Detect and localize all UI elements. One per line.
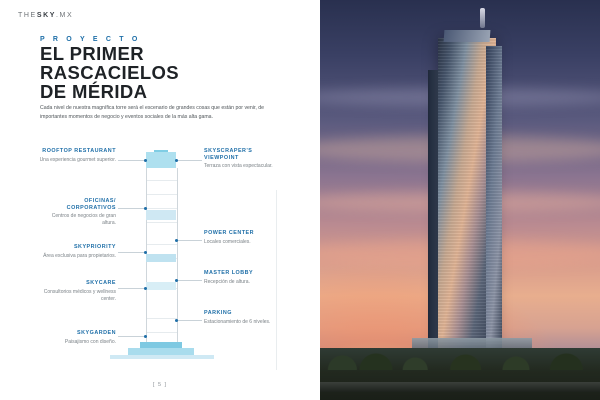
skyscraper-render [424, 30, 520, 360]
label-desc: Una experiencia gourmet superior. [39, 156, 116, 163]
label-title: ROOFTOP RESTAURANT [42, 148, 116, 154]
leader-line [176, 160, 202, 161]
diagram-label-oficinas-corporativos [38, 198, 116, 227]
label-title: OFICINAS/ CORPORATIVOS [66, 198, 116, 211]
tower-band-skycare [146, 282, 176, 290]
hero-photo [320, 0, 600, 400]
tower-roof [444, 30, 491, 42]
tower-right-fin [486, 46, 502, 356]
label-title: MASTER LOBBY [204, 270, 254, 276]
page-title-line-2: RASCACIELOS [40, 62, 180, 83]
label-desc: Consultorios médicos y wellness center. [43, 288, 116, 302]
leader-dot [144, 251, 147, 254]
label-title: SKYPRIORITY [73, 244, 116, 250]
diagram-label-skygarden [38, 330, 116, 346]
leader-dot [144, 287, 147, 290]
leader-line [176, 280, 202, 281]
label-title: SKYCARE [86, 280, 116, 286]
tower-crown [146, 152, 176, 169]
leader-dot [144, 207, 147, 210]
diagram-label-skyscrapers-viewpoint [204, 148, 284, 170]
leader-line [118, 288, 146, 289]
label-title: SKYSCRAPER'S VIEWPOINT [204, 148, 253, 161]
diagram-label-power-center [204, 230, 284, 246]
tower-ground [110, 355, 214, 359]
diagram-label-parking [204, 310, 284, 326]
label-desc: Estacionamiento de 6 niveles. [204, 318, 271, 325]
leader-line [176, 240, 202, 241]
label-desc: Terraza con vista espectacular. [204, 163, 273, 170]
leader-line [176, 320, 202, 321]
leader-dot [175, 239, 178, 242]
leader-dot [144, 159, 147, 162]
label-desc: Centros de negocios de gran altura. [51, 213, 116, 227]
page-title-line-1: EL PRIMER [40, 43, 144, 64]
label-title: SKYGARDEN [77, 330, 116, 336]
tree-line [320, 344, 600, 370]
label-desc: Locales comerciales. [204, 238, 251, 245]
leader-dot [175, 159, 178, 162]
diagram-label-master-lobby [204, 270, 284, 286]
diagram-label-rooftop-restaurant [38, 148, 116, 164]
page-title-line-3: DE MÉRIDA [40, 81, 148, 102]
leader-dot [144, 335, 147, 338]
tower-illustration [140, 150, 182, 362]
leader-line [118, 208, 146, 209]
leader-dot [175, 319, 178, 322]
diagram-label-skypriority [38, 244, 116, 260]
diagram-label-skycare [38, 280, 116, 303]
brand-logo [18, 12, 73, 19]
glass-texture [486, 46, 502, 356]
label-desc: Área exclusiva para propietarios. [43, 252, 116, 259]
label-title: POWER CENTER [204, 230, 255, 236]
label-desc: Recepción de altura. [204, 278, 250, 285]
leader-line [118, 252, 146, 253]
page-number: [ 5 ] [152, 382, 168, 388]
intro-paragraph: Cada nivel de nuestra magnífica torre será el escenario de grandes cosas que están por venir, de importantes momentos de negocio y eventos sociales de la más alta gama. [40, 105, 265, 120]
brand-name: SKY [36, 12, 57, 19]
antenna-icon [480, 8, 485, 28]
label-desc: Paisajismo con diseño. [64, 338, 116, 345]
brand-suffix: .MX [56, 12, 74, 19]
tower-diagram [0, 140, 320, 375]
section-eyebrow: P R O Y E C T O [40, 36, 141, 43]
brand-prefix: THE [18, 12, 37, 19]
leader-line [118, 160, 146, 161]
page-title [40, 44, 270, 101]
tower-band-offices [146, 210, 176, 220]
leader-line [118, 336, 146, 337]
label-title: PARKING [204, 310, 232, 316]
road [320, 382, 600, 392]
leader-dot [175, 279, 178, 282]
tower-band-skypriority [146, 254, 176, 262]
